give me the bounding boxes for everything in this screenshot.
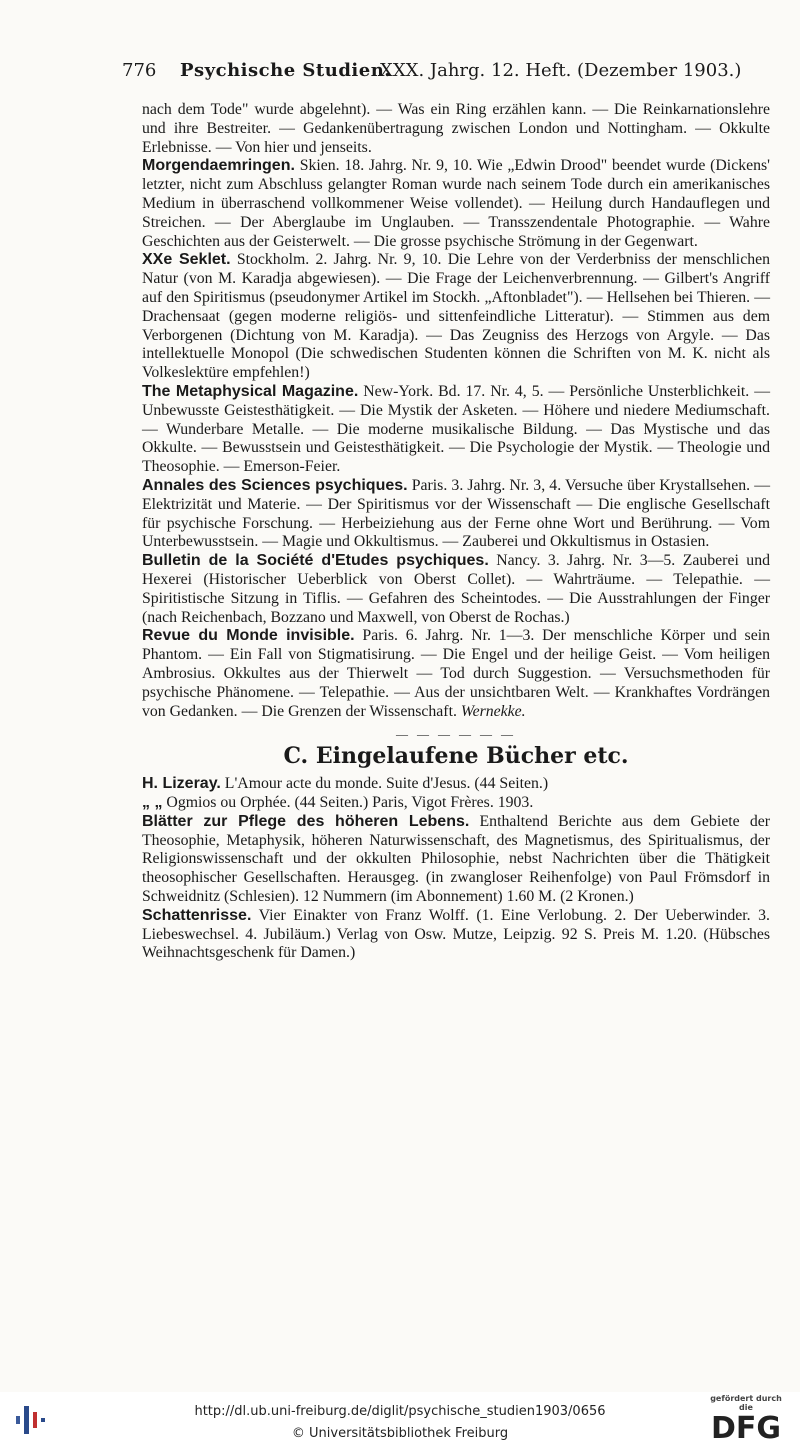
- book-entry: [142, 775, 770, 794]
- book-entry: [142, 794, 770, 813]
- book-text: Enthaltend Berichte aus dem Gebiete der Theosophie, Metaphysik, höheren Naturwissenschaft, des Magnetismus, des Spiritualismus, der Religionswissenschaft und der okkulten Philosophie, nebst Nachrichten über die Thätigkeit theosophischer Gesellschaften. Herausgeg. (in zwangloser Reihenfolge) von Paul Frömsdorf in Schweidnitz (Schlesien). 12 Nummern (im Abonnement) 1.60 M. (2 Kronen.): [142, 812, 771, 906]
- book-entry: [142, 907, 770, 963]
- periodical-name: Annales des Sciences psychiques.: [142, 476, 408, 494]
- periodical-name: XXe Seklet.: [142, 251, 231, 269]
- book-text: Ogmios ou Orphée. (44 Seiten.) Paris, Vigot Frères. 1903.: [166, 794, 534, 812]
- entry-text: Nancy. 3. Jahrg. Nr. 3—5. Zauberei und Hexerei (Historischer Ueberblick von Oberst Collet). — Wahrträume. — Telepathie. — Spiritistische Sitzung in Tiflis. — Gefahren des Scheintodes. — Die Ausstrahlungen der Finger (nach Reichenbach, Bozzano und Maxwell, von Oberst de Rochas.): [142, 552, 771, 626]
- dfg-logo: [706, 1394, 786, 1446]
- dfg-funding-text: gefördert durch die: [710, 1394, 782, 1412]
- periodical-name: Revue du Monde invisible.: [142, 627, 355, 645]
- periodical-entry: [142, 157, 770, 251]
- book-entry: [142, 813, 770, 907]
- page-number: 776: [122, 60, 157, 81]
- journal-title: Psychische Studien.: [180, 60, 392, 81]
- entry-text: New-York. Bd. 17. Nr. 4, 5. — Persönliche Unsterblichkeit. — Unbewusste Geistesthätigkeit. — Die Mystik der Asketen. — Höhere und niedere Mediumschaft. — Wunderbare Metalle. — Die moderne musikalische Bildung. — Das Mystische und das Okkulte. — Bewusstsein und Geistesthätigkeit. — Die Psychologie der Mystik. — Theologie und Theosophie. — Emerson-Feier.: [142, 382, 771, 476]
- entry-text: Stockholm. 2. Jahrg. Nr. 9, 10. Die Lehre von der Verderbniss der menschlichen Natur (von M. Karadja abgewiesen). — Die Frage der Leichenverbrennung. — Gilbert's Angriff auf den Spiritismus (pseudonymer Artikel im Stockh. „Aftonbladet"). — Hellsehen bei Thieren. — Drachensaat (gegen moderne religiös- und sittenfeindliche Litteratur). — Stimmen aus dem Verborgenen (Dichtung von M. Karadja). — Das Zeugniss des Herzogs von Argyle. — Das intellektuelle Monopol (Die schwedischen Studenten können die Schriften von M. K. nicht als Volkeslektüre empfehlen!): [142, 251, 771, 382]
- book-title: Schattenrisse.: [142, 906, 252, 924]
- book-author: H. Lizeray.: [142, 775, 221, 793]
- periodical-entry: [142, 251, 770, 383]
- issue-info: XXX. Jahrg. 12. Heft. (Dezember 1903.): [380, 60, 742, 81]
- author-signature: Wernekke.: [460, 702, 526, 720]
- book-text: Vier Einakter von Franz Wolff. (1. Eine Verlobung. 2. Der Ueberwinder. 3. Liebeswechsel. 4. Jubiläum.) Verlag von Osw. Mutze, Leipzig. 92 S. Preis M. 1.20. (Hübsches Weihnachtsgeschenk für Damen.): [142, 906, 770, 962]
- page-body: [142, 101, 770, 963]
- entry-text: nach dem Tode" wurde abgelehnt). — Was ein Ring erzählen kann. — Die Reinkarnationslehre und ihre Bestreiter. — Gedankenübertragung zwischen London und Nottingham. — Okkulte Erlebnisse. — Von hier und jenseits.: [142, 101, 770, 156]
- ditto-mark: „ „: [142, 794, 163, 812]
- section-heading: C. Eingelaufene Bücher etc.: [283, 743, 629, 770]
- running-header: [122, 60, 772, 90]
- continuation-paragraph: [142, 101, 770, 157]
- periodical-name: Morgendaemringen.: [142, 157, 295, 175]
- periodical-entry: [142, 383, 770, 477]
- book-text: L'Amour acte du monde. Suite d'Jesus. (44 Seiten.): [224, 775, 549, 793]
- copyright-notice: © Universitätsbibliothek Freiburg: [291, 1426, 509, 1441]
- separator-rule: — — — — — —: [396, 727, 516, 742]
- entry-text: Paris. 6. Jahrg. Nr. 1—3. Der menschliche Körper und sein Phantom. — Ein Fall von Stigmatisirung. — Die Engel und der heilige Geist. — Vom heiligen Ambrosius. Okkultes aus der Thierwelt — Tod durch Suggestion. — Versuchsmethoden für psychische Phänomene. — Telepathie. — Aus der unsichtbaren Welt. — Krankhaftes Vordrängen von Gedanken. — Die Grenzen der Wissenschaft.: [142, 627, 770, 720]
- periodical-name: The Metaphysical Magazine.: [142, 382, 359, 400]
- permalink-url[interactable]: http://dl.ub.uni-freiburg.de/diglit/psychische_studien1903/0656: [194, 1404, 606, 1419]
- periodical-entry: [142, 477, 770, 552]
- entry-text: Skien. 18. Jahrg. Nr. 9, 10. Wie „Edwin Drood" beendet wurde (Dickens' letzter, nicht zum Abschluss gelangter Roman wurde nach seinem Tode durch ein amerikanisches Medium in überraschend vollkommener Weise vollendet). — Heilung durch Handauflegen und Streichen. — Der Aberglaube im Unglauben. — Transszendentale Photographie. — Wahre Geschichten aus der Geisterwelt. — Die grosse psychische Strömung in der Gegenwart.: [142, 157, 771, 250]
- viewer-footer: [0, 1392, 800, 1450]
- periodical-entry: [142, 552, 770, 627]
- book-title: Blätter zur Pflege des höheren Lebens.: [142, 812, 470, 830]
- periodical-name: Bulletin de la Société d'Etudes psychiques.: [142, 552, 489, 570]
- periodical-entry: [142, 627, 770, 721]
- entry-text: Paris. 3. Jahrg. Nr. 3, 4. Versuche über Krystallsehen. — Elektrizität und Materie. — Der Spiritismus vor der Wissenschaft — Die englische Gesellschaft für psychische Forschung. — Herbeiziehung aus der Ferne ohne Wort und Berührung. — Vom Unterbewusstsein. — Magie und Okkultismus. — Zauberei und Okkultismus in Ostasien.: [142, 476, 770, 551]
- dfg-wordmark: DFG: [710, 1411, 782, 1446]
